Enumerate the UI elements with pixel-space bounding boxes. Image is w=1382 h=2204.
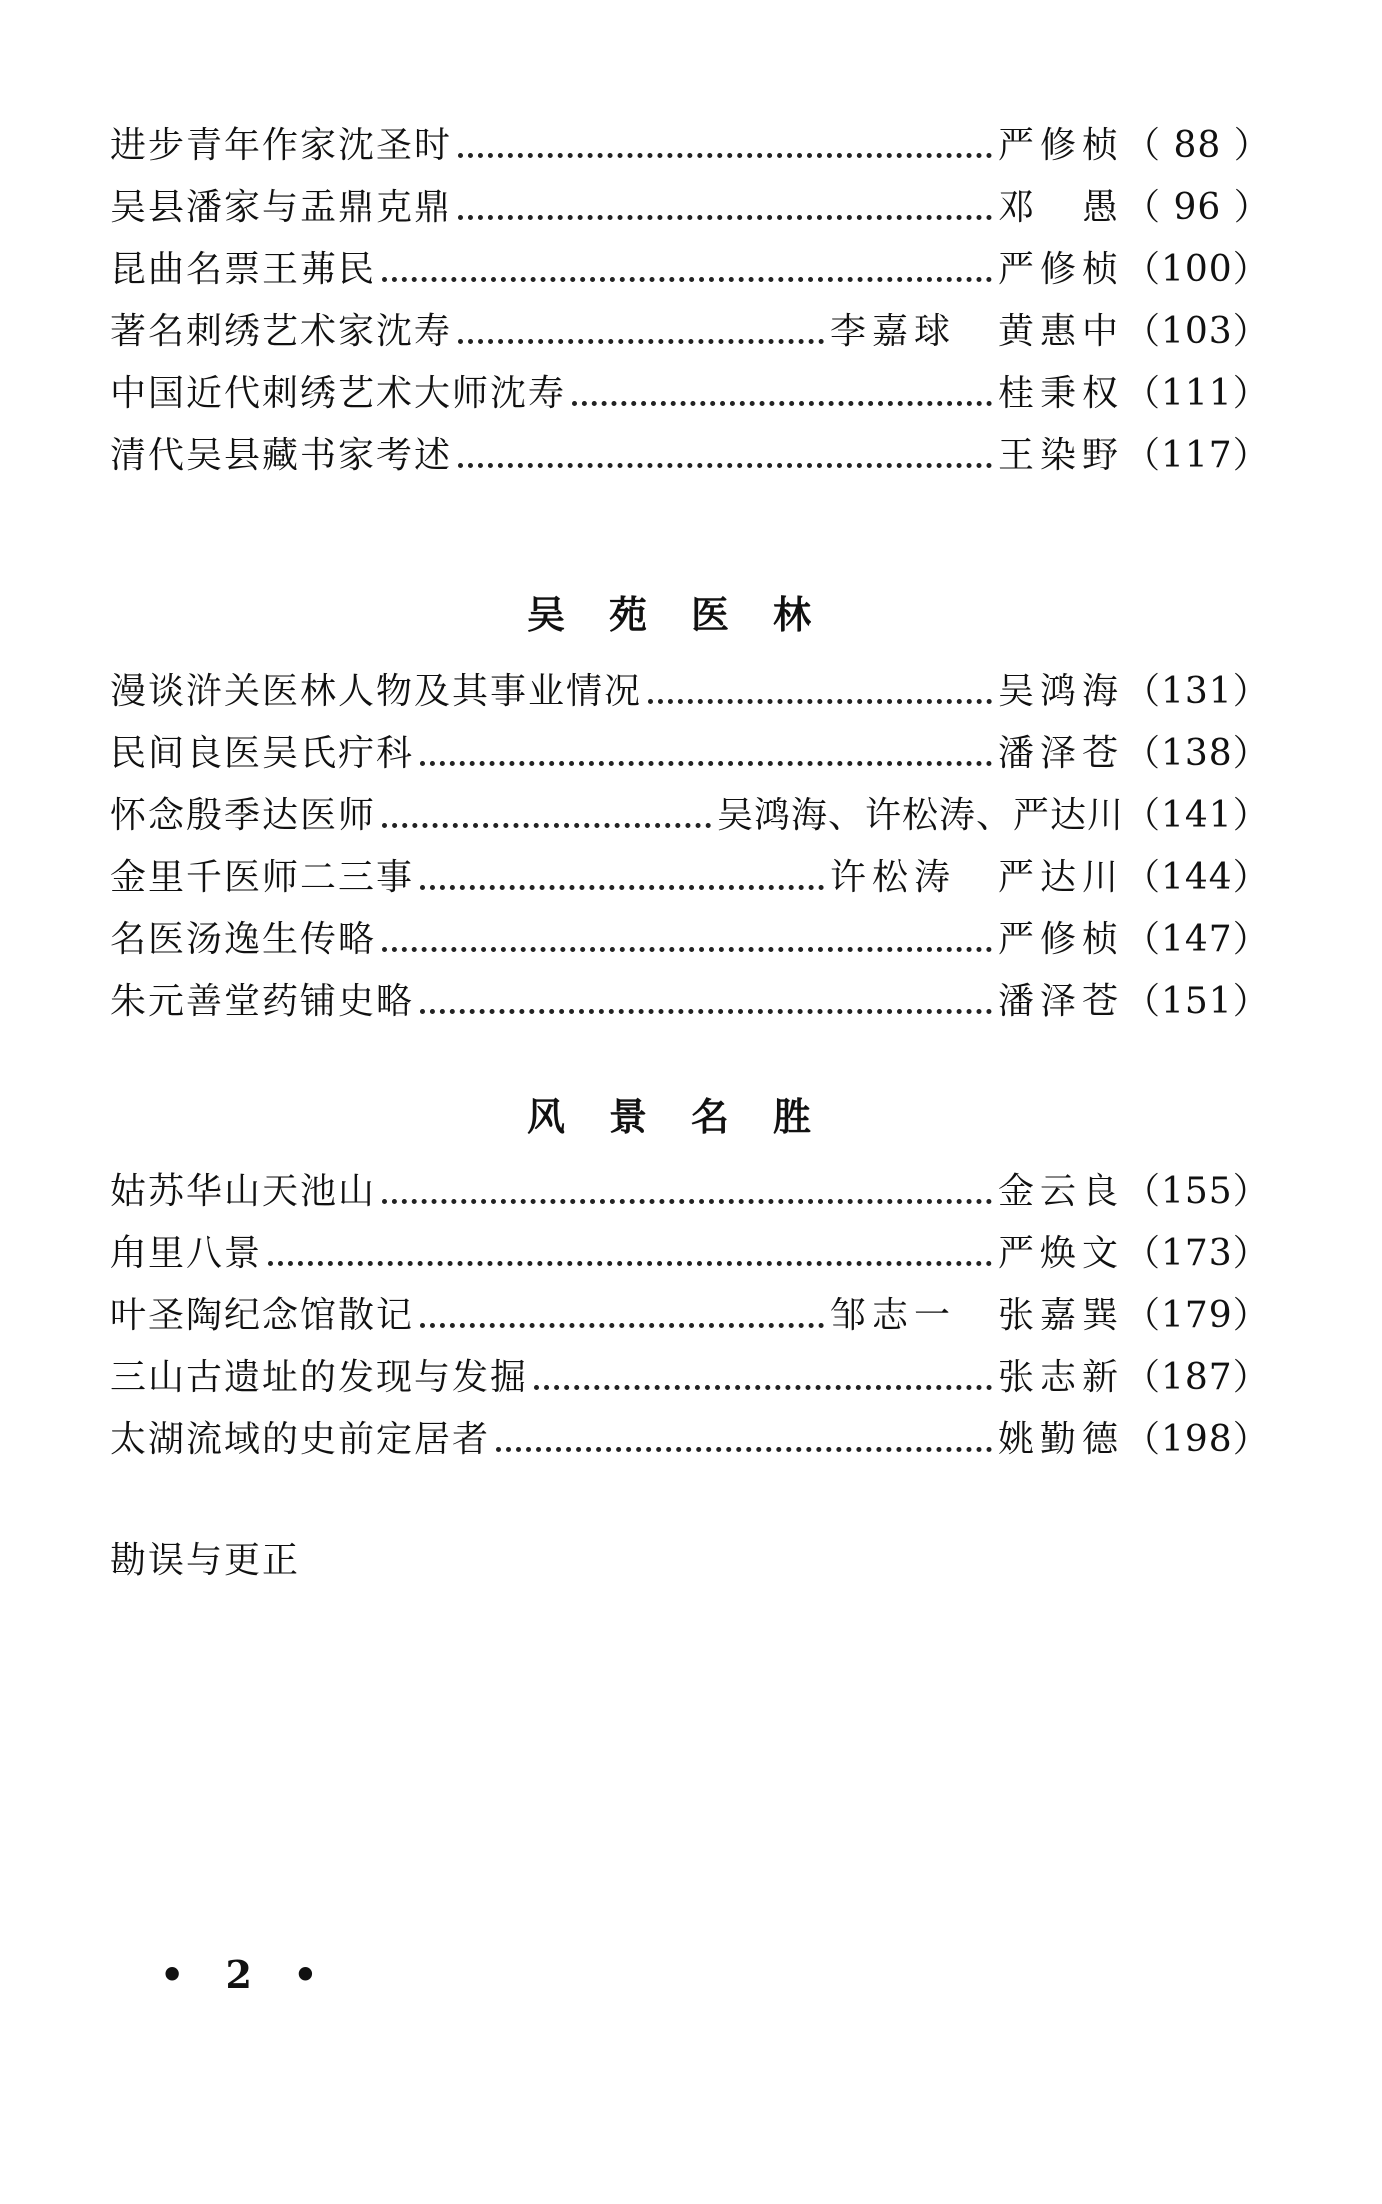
- toc-entry: [110, 1350, 1270, 1406]
- entry-page: （111）: [1124, 373, 1270, 414]
- dot-leader: [496, 1445, 992, 1452]
- entry-author: 严修桢: [997, 125, 1124, 166]
- entry-title: 金里千医师二三事: [110, 857, 415, 898]
- toc-entry: [110, 1288, 1270, 1344]
- entry-title: 名医汤逸生传略: [110, 919, 377, 960]
- entry-author: 邹志一 张嘉巽: [829, 1295, 1124, 1336]
- entry-author: 王染野: [997, 435, 1124, 476]
- entry-author: 李嘉球 黄惠中: [829, 311, 1124, 352]
- dot-leader: [534, 1383, 992, 1390]
- entry-author: 许松涛 严达川: [829, 857, 1124, 898]
- entry-title: 清代吴县藏书家考述: [110, 435, 453, 476]
- entry-author: 吴鸿海: [997, 671, 1124, 712]
- dot-leader: [382, 945, 992, 952]
- entry-page: （117）: [1124, 435, 1270, 476]
- section-heading: 风景名胜: [526, 1095, 855, 1139]
- entry-author: 姚勤德: [997, 1419, 1124, 1460]
- entry-title: 中国近代刺绣艺术大师沈寿: [110, 373, 567, 414]
- entry-title: 朱元善堂药铺史略: [110, 981, 415, 1022]
- toc-entry: [110, 1412, 1270, 1468]
- dot-leader: [458, 337, 824, 344]
- entry-title: 著名刺绣艺术家沈寿: [110, 311, 453, 352]
- toc-entry: [110, 118, 1271, 174]
- entry-page: （144）: [1124, 857, 1270, 898]
- entry-author: 桂秉权: [997, 373, 1124, 414]
- entry-page: （147）: [1124, 919, 1270, 960]
- toc-entry: [110, 974, 1270, 1030]
- entry-page: （100）: [1124, 249, 1270, 290]
- entry-title: 叶圣陶纪念馆散记: [110, 1295, 415, 1336]
- entry-author: 潘泽苍: [997, 981, 1124, 1022]
- entry-page: （ 88 ）: [1124, 125, 1271, 166]
- section-heading: 吴苑医林: [526, 593, 855, 637]
- dot-leader: [268, 1259, 992, 1266]
- dot-leader: [458, 461, 992, 468]
- page-number: • 2 •: [160, 1952, 332, 1997]
- entry-page: （138）: [1124, 733, 1270, 774]
- entry-title: 怀念殷季达医师: [110, 795, 377, 836]
- entry-author: 张志新: [997, 1357, 1124, 1398]
- dot-leader: [420, 759, 992, 766]
- toc-entry: [110, 912, 1270, 968]
- entry-author: 严修桢: [997, 249, 1124, 290]
- toc-entry: [110, 1164, 1270, 1220]
- entry-page: （173）: [1124, 1233, 1270, 1274]
- dot-leader: [420, 883, 824, 890]
- entry-author: 吴鸿海、许松涛、严达川: [716, 795, 1124, 836]
- dot-leader: [648, 697, 992, 704]
- entry-page: （151）: [1124, 981, 1270, 1022]
- toc-entry: [110, 180, 1271, 236]
- entry-page: （ 96 ）: [1124, 187, 1271, 228]
- toc-entry: [110, 664, 1270, 720]
- dot-leader: [382, 275, 992, 282]
- entry-page: （198）: [1124, 1419, 1270, 1460]
- dot-leader: [382, 821, 711, 828]
- entry-title: 昆曲名票王茀民: [110, 249, 377, 290]
- dot-leader: [458, 213, 992, 220]
- entry-page: （179）: [1124, 1295, 1270, 1336]
- dot-leader: [420, 1007, 992, 1014]
- entry-page: （141）: [1124, 795, 1270, 836]
- entry-page: （103）: [1124, 311, 1270, 352]
- toc-entry: [110, 428, 1270, 484]
- entry-author: 严焕文: [997, 1233, 1124, 1274]
- toc-entry: [110, 850, 1270, 906]
- dot-leader: [382, 1197, 992, 1204]
- toc-entry: [110, 1226, 1270, 1282]
- entry-title: 漫谈浒关医林人物及其事业情况: [110, 671, 643, 712]
- entry-title: 甪里八景: [110, 1233, 263, 1274]
- entry-title: 太湖流域的史前定居者: [110, 1419, 491, 1460]
- errata-entry: 勘误与更正: [110, 1540, 301, 1581]
- entry-title: 进步青年作家沈圣时: [110, 125, 453, 166]
- entry-author: 严修桢: [997, 919, 1124, 960]
- dot-leader: [458, 151, 992, 158]
- entry-title: 三山古遗址的发现与发掘: [110, 1357, 529, 1398]
- toc-entry: [110, 788, 1270, 844]
- entry-title: 吴县潘家与盂鼎克鼎: [110, 187, 453, 228]
- toc-entry: [110, 366, 1270, 422]
- entry-author: 潘泽苍: [997, 733, 1124, 774]
- entry-title: 民间良医吴氏疔科: [110, 733, 415, 774]
- entry-author: 金云良: [997, 1171, 1124, 1212]
- toc-entry: [110, 726, 1270, 782]
- entry-page: （187）: [1124, 1357, 1270, 1398]
- entry-page: （155）: [1124, 1171, 1270, 1212]
- dot-leader: [420, 1321, 824, 1328]
- entry-title: 姑苏华山天池山: [110, 1171, 377, 1212]
- toc-entry: [110, 242, 1270, 298]
- entry-page: （131）: [1124, 671, 1270, 712]
- toc-entry: [110, 304, 1270, 360]
- entry-author: 邓 愚: [997, 187, 1124, 228]
- dot-leader: [572, 399, 992, 406]
